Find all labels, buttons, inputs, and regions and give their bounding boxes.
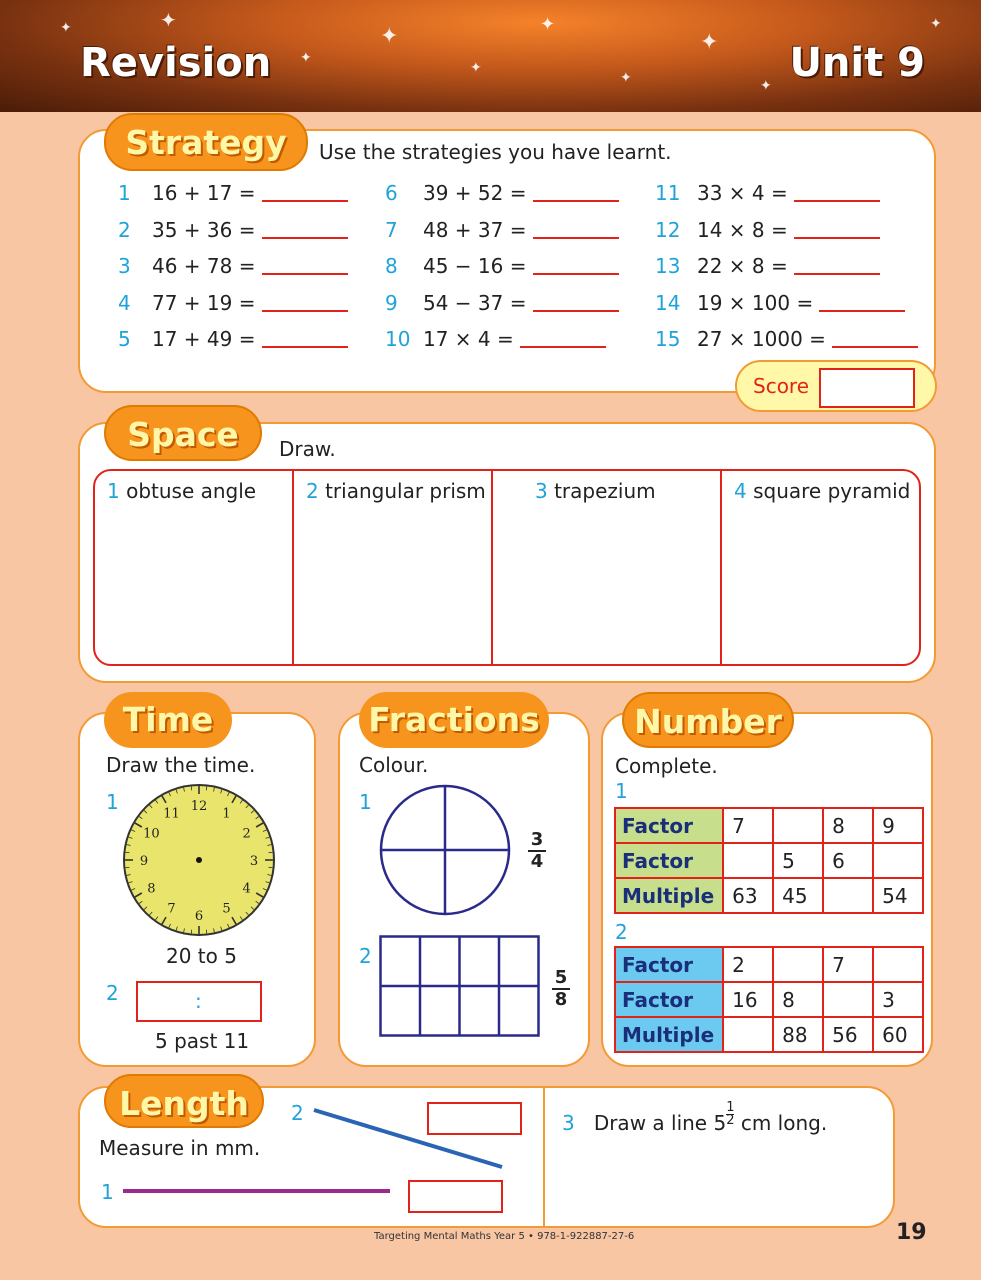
table-row <box>615 1017 923 1052</box>
fraction-denominator: 4 <box>528 850 546 872</box>
purple-line <box>123 1189 390 1193</box>
table-cell[interactable] <box>723 1017 773 1052</box>
fraction-denominator: 8 <box>552 988 570 1010</box>
table-cell: 16 <box>723 982 773 1017</box>
sparkle-icon: ✦ <box>300 50 312 66</box>
question-text <box>423 291 619 315</box>
question-expression: 39 + 52 = <box>423 181 527 205</box>
sparkle-icon: ✦ <box>540 14 556 35</box>
length-q3-prompt <box>562 1102 827 1135</box>
clock-number: 7 <box>167 901 176 917</box>
space-cell-triangular-prism[interactable] <box>294 471 493 664</box>
clock-number: 6 <box>194 909 204 924</box>
answer-blank[interactable] <box>262 330 348 348</box>
answer-blank[interactable] <box>262 184 348 202</box>
answer-blank[interactable] <box>533 294 619 312</box>
space-cell-number: 2 <box>306 479 319 503</box>
length-q2-number: 2 <box>291 1101 304 1125</box>
question-text <box>697 254 880 278</box>
clock-number: 5 <box>222 901 231 917</box>
question-text <box>697 218 880 242</box>
strategy-question <box>118 254 256 278</box>
footer-text: Targeting Mental Maths Year 5 • 978-1-922887-27-6 <box>374 1231 635 1242</box>
question-number: 7 <box>385 217 398 242</box>
question-expression: 14 × 8 = <box>697 217 788 242</box>
question-number: 2 <box>118 217 131 242</box>
score-pill <box>735 360 937 412</box>
table-cell: 60 <box>873 1017 923 1052</box>
space-cell-obtuse-angle[interactable] <box>95 471 294 664</box>
table-cell[interactable] <box>823 982 873 1017</box>
table-row <box>615 843 923 878</box>
row-heading: Factor <box>615 843 723 878</box>
table-row <box>615 808 923 843</box>
row-heading: Factor <box>615 947 723 982</box>
length-tag: Length <box>104 1074 264 1128</box>
row-heading: Multiple <box>615 878 723 913</box>
space-cell-label: square pyramid <box>753 479 911 503</box>
question-expression: 27 × 1000 = <box>697 327 826 351</box>
question-expression: 16 + 17 = <box>152 181 256 205</box>
space-cell-square-pyramid[interactable] <box>722 471 919 664</box>
sparkle-icon: ✦ <box>700 30 719 55</box>
answer-blank[interactable] <box>794 221 880 239</box>
length-q2-answer-box[interactable] <box>427 1102 522 1135</box>
length-q3-number: 3 <box>562 1111 575 1135</box>
question-number: 8 <box>385 254 398 278</box>
time-q1-number: 1 <box>106 790 119 814</box>
fraction-numerator: 3 <box>530 829 544 850</box>
clock-number: 2 <box>242 826 251 842</box>
space-cell-label: triangular prism <box>325 479 486 503</box>
strategy-question <box>118 217 256 242</box>
header-banner <box>0 0 981 112</box>
strategy-question <box>385 327 514 351</box>
question-expression: 19 × 100 = <box>697 290 814 315</box>
space-cell-number: 1 <box>107 479 120 503</box>
sparkle-icon: ✦ <box>60 20 72 36</box>
question-text <box>697 181 880 205</box>
question-number: 3 <box>118 254 131 278</box>
number-instruction: Complete. <box>615 754 718 778</box>
question-number: 4 <box>118 290 131 315</box>
strategy-question <box>385 217 527 242</box>
length-q1-answer-box[interactable] <box>408 1180 503 1213</box>
question-expression: 46 + 78 = <box>152 254 256 278</box>
clock-number: 4 <box>242 881 251 897</box>
question-text <box>152 327 348 351</box>
question-expression: 22 × 8 = <box>697 254 788 278</box>
question-number: 12 <box>655 217 681 242</box>
fraction-grid[interactable] <box>379 935 541 1039</box>
question-number: 6 <box>385 181 398 205</box>
question-text <box>423 327 606 351</box>
time-q2-number: 2 <box>106 981 119 1005</box>
strategy-question <box>385 290 527 315</box>
answer-blank[interactable] <box>533 257 619 275</box>
question-text <box>697 291 905 315</box>
sparkle-icon: ✦ <box>380 24 399 49</box>
answer-blank[interactable] <box>262 294 348 312</box>
question-number: 14 <box>655 290 681 315</box>
strategy-question <box>655 181 788 205</box>
score-label: Score <box>753 374 810 398</box>
digital-time-box[interactable] <box>136 981 262 1022</box>
table-cell: 63 <box>723 878 773 913</box>
table-cell: 54 <box>873 878 923 913</box>
answer-blank[interactable] <box>533 184 619 202</box>
table-cell: 7 <box>823 947 873 982</box>
strategy-question <box>655 217 788 242</box>
score-box[interactable] <box>819 368 915 408</box>
table-cell: 3 <box>873 982 923 1017</box>
table-cell: 7 <box>723 808 773 843</box>
digital-colon: : <box>195 989 202 1013</box>
question-text <box>152 218 348 242</box>
question-expression: 17 + 49 = <box>152 327 256 351</box>
clock-number: 3 <box>249 854 259 869</box>
clock-face[interactable] <box>121 782 277 938</box>
fractions-q2-number: 2 <box>359 944 372 968</box>
question-text <box>152 181 348 205</box>
length-q3-text-a: Draw a line 5 <box>593 1111 727 1135</box>
strategy-instruction: Use the strategies you have learnt. <box>319 140 672 164</box>
table-cell: 9 <box>873 808 923 843</box>
number-t2-number: 2 <box>615 920 628 944</box>
question-expression: 48 + 37 = <box>423 217 527 242</box>
clock-number: 12 <box>190 799 208 814</box>
time-q2-caption: 5 past 11 <box>155 1029 250 1053</box>
question-expression: 77 + 19 = <box>152 290 256 315</box>
table-cell: 88 <box>773 1017 823 1052</box>
strategy-question <box>385 181 527 205</box>
answer-blank[interactable] <box>262 221 348 239</box>
answer-blank[interactable] <box>794 184 880 202</box>
question-number: 15 <box>655 327 681 351</box>
table-cell: 6 <box>823 843 873 878</box>
strategy-question <box>385 254 527 278</box>
table-row <box>615 982 923 1017</box>
table-cell[interactable] <box>773 947 823 982</box>
question-number: 5 <box>118 327 131 351</box>
number-t1-number: 1 <box>615 779 628 803</box>
sparkle-icon: ✦ <box>470 60 482 76</box>
question-text <box>152 291 348 315</box>
question-expression: 35 + 36 = <box>152 217 256 242</box>
space-tag: Space <box>104 405 262 461</box>
space-cell-number: 4 <box>734 479 747 503</box>
factor-table-1 <box>614 807 924 914</box>
fractions-tag: Fractions <box>359 692 549 748</box>
answer-blank[interactable] <box>794 257 880 275</box>
table-cell[interactable] <box>773 808 823 843</box>
page-title: Revision <box>80 40 272 86</box>
question-text <box>423 218 619 242</box>
factor-table-2 <box>614 946 924 1053</box>
time-instruction: Draw the time. <box>106 753 256 777</box>
question-number: 10 <box>385 327 411 351</box>
question-text <box>423 181 619 205</box>
time-q1-caption: 20 to 5 <box>166 944 237 968</box>
fraction-numerator: 5 <box>554 967 568 988</box>
table-cell[interactable] <box>823 878 873 913</box>
clock-number: 8 <box>147 881 156 897</box>
table-cell[interactable] <box>723 843 773 878</box>
sparkle-icon: ✦ <box>930 16 942 32</box>
question-text <box>423 254 619 278</box>
table-cell: 8 <box>823 808 873 843</box>
clock-number: 10 <box>143 826 160 842</box>
clock-number: 9 <box>139 854 149 869</box>
clock-number: 1 <box>222 806 231 822</box>
space-cell-label: obtuse angle <box>126 479 257 503</box>
fractions-instruction: Colour. <box>359 753 429 777</box>
row-heading: Multiple <box>615 1017 723 1052</box>
question-expression: 45 − 16 = <box>423 254 527 278</box>
fraction-denominator: 2 <box>726 1113 735 1128</box>
question-expression: 54 − 37 = <box>423 290 527 315</box>
table-row <box>615 878 923 913</box>
fraction-circle[interactable] <box>378 784 514 918</box>
row-heading: Factor <box>615 982 723 1017</box>
length-q1-number: 1 <box>101 1180 114 1204</box>
page-number: 19 <box>896 1220 927 1245</box>
answer-blank[interactable] <box>533 221 619 239</box>
question-expression: 17 × 4 = <box>423 327 514 351</box>
question-number: 13 <box>655 254 681 278</box>
length-divider <box>543 1087 545 1227</box>
space-cell-trapezium[interactable] <box>493 471 722 664</box>
table-cell: 2 <box>723 947 773 982</box>
fraction-numerator: 1 <box>726 1100 735 1115</box>
strategy-question <box>118 290 256 315</box>
space-cell-number: 3 <box>535 479 548 503</box>
clock-center <box>196 857 202 863</box>
question-text <box>152 254 348 278</box>
answer-blank[interactable] <box>520 330 606 348</box>
sparkle-icon: ✦ <box>160 8 177 32</box>
question-expression: 33 × 4 = <box>697 181 788 205</box>
length-q3-text-b: cm long. <box>740 1111 828 1135</box>
table-row <box>615 947 923 982</box>
number-tag: Number <box>622 692 794 748</box>
clock-number: 11 <box>163 806 180 822</box>
answer-blank[interactable] <box>832 330 918 348</box>
answer-blank[interactable] <box>262 257 348 275</box>
sparkle-icon: ✦ <box>760 78 772 94</box>
fraction-five-eighths <box>552 968 570 1010</box>
strategy-question <box>655 254 788 278</box>
strategy-question <box>655 290 814 315</box>
strategy-question <box>118 327 256 351</box>
table-cell: 5 <box>773 843 823 878</box>
table-cell[interactable] <box>873 947 923 982</box>
unit-title: Unit 9 <box>789 40 925 86</box>
sparkle-icon: ✦ <box>620 70 632 86</box>
fractions-q1-number: 1 <box>359 790 372 814</box>
table-cell: 56 <box>823 1017 873 1052</box>
row-heading: Factor <box>615 808 723 843</box>
time-tag: Time <box>104 692 232 748</box>
table-cell[interactable] <box>873 843 923 878</box>
length-q3-fraction <box>726 1102 734 1127</box>
table-cell: 8 <box>773 982 823 1017</box>
space-instruction: Draw. <box>279 437 336 461</box>
strategy-question <box>655 327 826 351</box>
question-number: 1 <box>118 181 131 205</box>
fraction-three-quarters <box>528 830 546 872</box>
table-cell: 45 <box>773 878 823 913</box>
answer-blank[interactable] <box>819 294 905 312</box>
space-cell-label: trapezium <box>554 479 656 503</box>
question-number: 11 <box>655 181 681 205</box>
question-text <box>697 327 918 351</box>
question-number: 9 <box>385 290 398 315</box>
strategy-tag: Strategy <box>104 113 308 171</box>
strategy-question <box>118 181 256 205</box>
length-instruction: Measure in mm. <box>99 1136 261 1160</box>
space-grid <box>93 469 921 666</box>
